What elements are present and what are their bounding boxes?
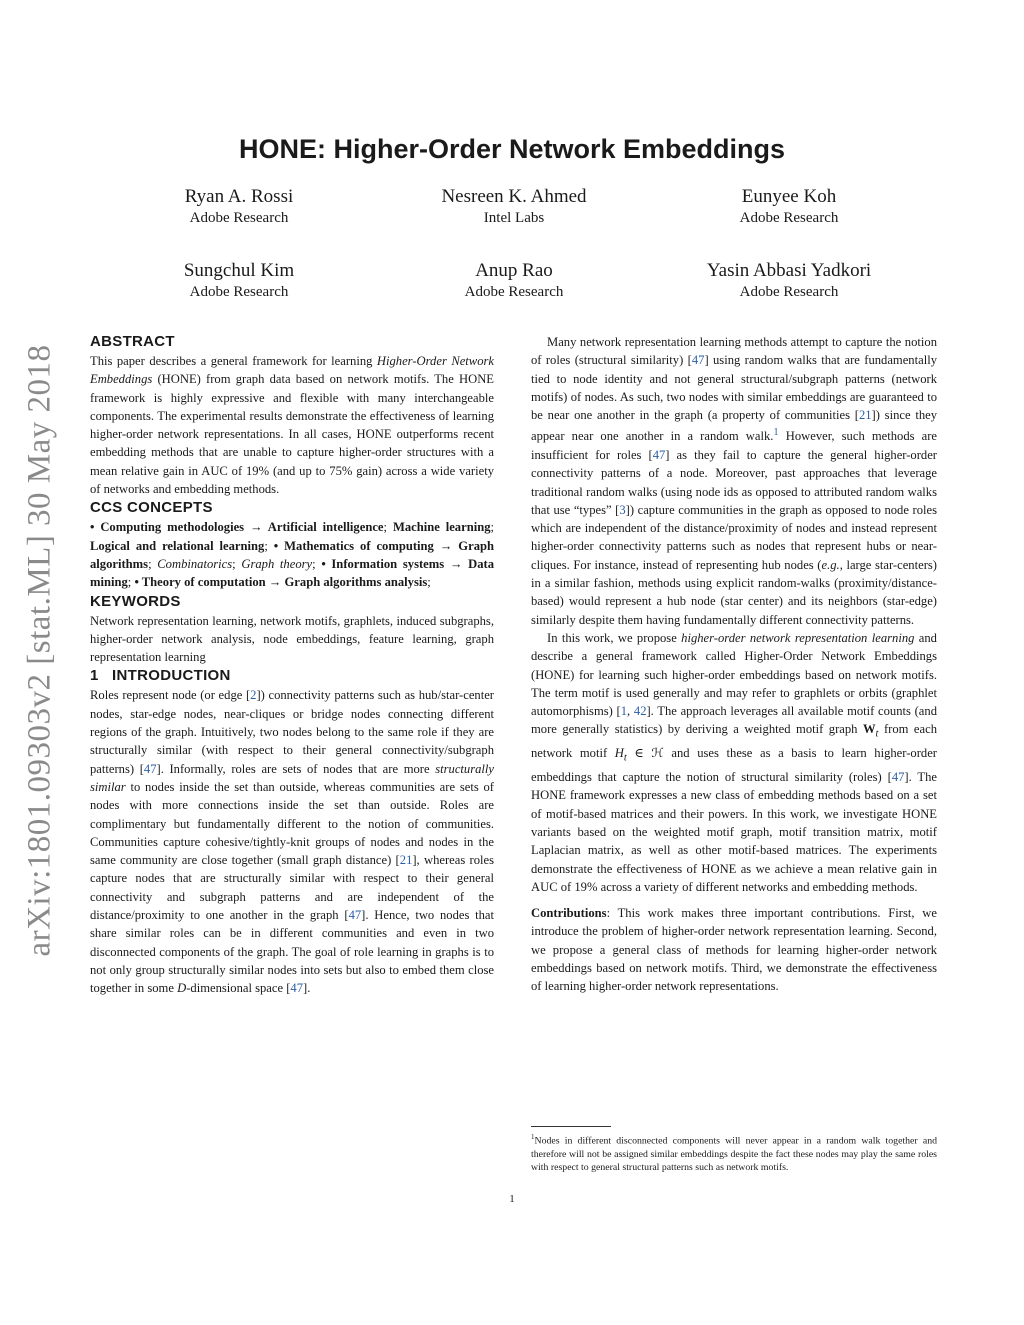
paper-title: HONE: Higher-Order Network Embeddings [238, 134, 786, 164]
arxiv-stamp [10, 340, 70, 960]
citation-link[interactable]: 3 [619, 502, 626, 517]
citation-link[interactable]: 47 [290, 981, 304, 996]
arxiv-stamp-text: arXiv:1801.09303v2 [stat.ML] 30 May 2018 [21, 343, 58, 957]
author-affiliation: Adobe Research [189, 210, 289, 226]
citation-link[interactable]: 1 [620, 704, 628, 719]
right-column [531, 333, 937, 996]
author-affiliation: Adobe Research [464, 284, 564, 300]
left-column [90, 332, 494, 998]
footnote-marker[interactable]: 1 [773, 427, 779, 439]
author-block [659, 186, 919, 228]
author-affiliation: Adobe Research [189, 284, 289, 300]
abstract-text: This paper describes a general framework for learning Higher-Order Network Embeddings (HONE) from graph data based on network motifs. The HONE framework is highly expressive and flexible with many interchangeable components. The experimental results demonstrate the effectiveness of learning higher-order network representations. In all cases, HONE outperforms recent embedding methods that are unable to capture higher-order structures with a mean relative gain in AUC of 19% (and up to 75% gain) across a wide variety of networks and embedding methods. [90, 354, 494, 497]
author-block [109, 186, 369, 228]
author-name: Anup Rao [475, 260, 553, 281]
author-affiliation: Adobe Research [739, 284, 839, 300]
abstract-heading: ABSTRACT [90, 333, 175, 350]
page-number: 1 [509, 1193, 515, 1205]
author-block [109, 260, 369, 302]
intro-paragraph: Roles represent node (or edge [2]) connectivity patterns such as hub/star-center nodes, star-edge nodes, near-cliques or bridge nodes connecting different regions of the graph. Intuitively, two nodes belong to the same role if they are structurally similar (with respect to their general connectivity/subgraph patterns) [47]. Informally, roles are sets of nodes that are more structurally similar to nodes inside the set than outside, whereas communities are sets of nodes with more connections inside the set than outside. Roles are complimentary but fundamentally different to the notion of communities. Communities capture cohesive/tightly-knit groups of nodes and nodes in the same community are close together (small graph distance) [21], whereas roles capture nodes that are structurally similar with respect to their general connectivity and subgraph patterns and are independent of the distance/proximity to one another in the graph [47]. Hence, two nodes that share similar roles can be in different communities and even in two disconnected components of the graph. The goal of role learning in graphs is to not only group structurally similar nodes into sets but also to embed them close together in some D-dimensional space [47]. [90, 688, 495, 996]
citation-link[interactable]: 47 [891, 770, 905, 785]
citation-link[interactable]: 21 [399, 853, 413, 868]
author-name: Sungchul Kim [183, 260, 295, 281]
footnote: $^1$Nodes in different disconnected components will never appear in a random walk together and therefore will not be assigned similar embeddings despite the fact these nodes may play the same roles with respect to general structural patterns such as network motifs. [531, 1133, 937, 1174]
ccs-heading: CCS CONCEPTS [90, 499, 213, 517]
citation-link[interactable]: 42 [633, 704, 647, 719]
author-name: Ryan A. Rossi [184, 186, 294, 207]
author-affiliation: Intel Labs [483, 210, 545, 226]
author-affiliation: Adobe Research [739, 210, 839, 226]
footnote-rule [531, 1126, 611, 1127]
intro-heading: 1 INTRODUCTION [90, 667, 231, 685]
author-block [384, 260, 644, 302]
citation-link[interactable]: 47 [348, 908, 362, 923]
citation-link[interactable]: 21 [858, 408, 872, 423]
author-name: Yasin Abbasi Yadkori [706, 260, 872, 281]
author-block [659, 260, 919, 302]
citation-link[interactable]: 2 [250, 688, 257, 703]
keywords-heading: KEYWORDS [90, 592, 181, 610]
intro-paragraph: Many network representation learning methods attempt to capture the notion of roles (structural similarity) [47] using random walks that are fundamentally tied to node identity and not general structural/subgraph patterns (network motifs) of nodes. As such, two nodes with similar embeddings are guaranteed to be near one another in the graph (a property of communities [21]) since they appear near one another in a random walk.$^1$ However, such methods are insufficient for roles [47] as they fail to capture the general higher-order connectivity patterns of a node. Moreover, past approaches that leverage traditional random walks (using node ids as opposed to attributed random walks that use “types” [3]) capture communities in the graph as opposed to node roles which are independent of the distance/proximity of nodes and instead represent higher-order connectivity patterns such as nodes that represent hubs or near-cliques. For instance, instead of representing hub nodes (e.g., large star-centers) in a similar fashion, methods using explicit random-walks (proximity/distance-based) would represent a hub node (star center) and its neighbors (star-edge) similarly despite them having fundamentally different connectivity patterns. [531, 335, 938, 627]
ccs-concepts: • Computing methodologies → Artificial intelligence; Machine learning; Logical and relational learning; • Mathematics of computing → Graph algorithms; Combinatorics; Graph theory; • Information systems → Data mining; • Theory of computation → Graph algorithms analysis; [90, 520, 494, 590]
citation-link[interactable]: 47 [652, 447, 666, 462]
author-name: Eunyee Koh [741, 186, 837, 207]
citation-link[interactable]: 47 [143, 761, 157, 776]
intro-paragraph: In this work, we propose higher-order network representation learning and describe a general framework called Higher-Order Network Embeddings (HONE) for learning such higher-order embeddings based on network motifs. The term motif is used generally and may refer to graphlets or orbits (graphlet automorphisms) [1, 42]. The approach leverages all available motif counts (and more generally statistics) by deriving a weighted motif graph $W_t$ from each network motif $H_t$ ∈ ℋ and uses these as a basis to learn higher-order embeddings that capture the notion of structural similarity (roles) [47]. The HONE framework expresses a new class of embedding methods based on a set of motif-based matrices and their powers. In this work, we investigate HONE variants based on the weighted motif graph, motif transition matrix, motif Laplacian matrix, as well as other motif-based matrices. The experiments demonstrate the effectiveness of HONE as we achieve a mean relative gain in AUC of 19% across a variety of different networks and embedding methods. [531, 630, 937, 894]
author-block [384, 186, 644, 228]
contributions-paragraph: Contributions: This work makes three important contributions. First, we introduce the problem of higher-order network representation learning. Second, we propose a general class of methods for learning higher-order network embeddings based on network motifs. Third, we demonstrate the effectiveness of learning higher-order network representations. [531, 906, 937, 994]
citation-link[interactable]: 47 [691, 353, 705, 368]
author-name: Nesreen K. Ahmed [441, 186, 587, 207]
keywords-text: Network representation learning, network motifs, graphlets, induced subgraphs, higher-order network analysis, node embeddings, feature learning, graph representation learning [90, 613, 494, 665]
